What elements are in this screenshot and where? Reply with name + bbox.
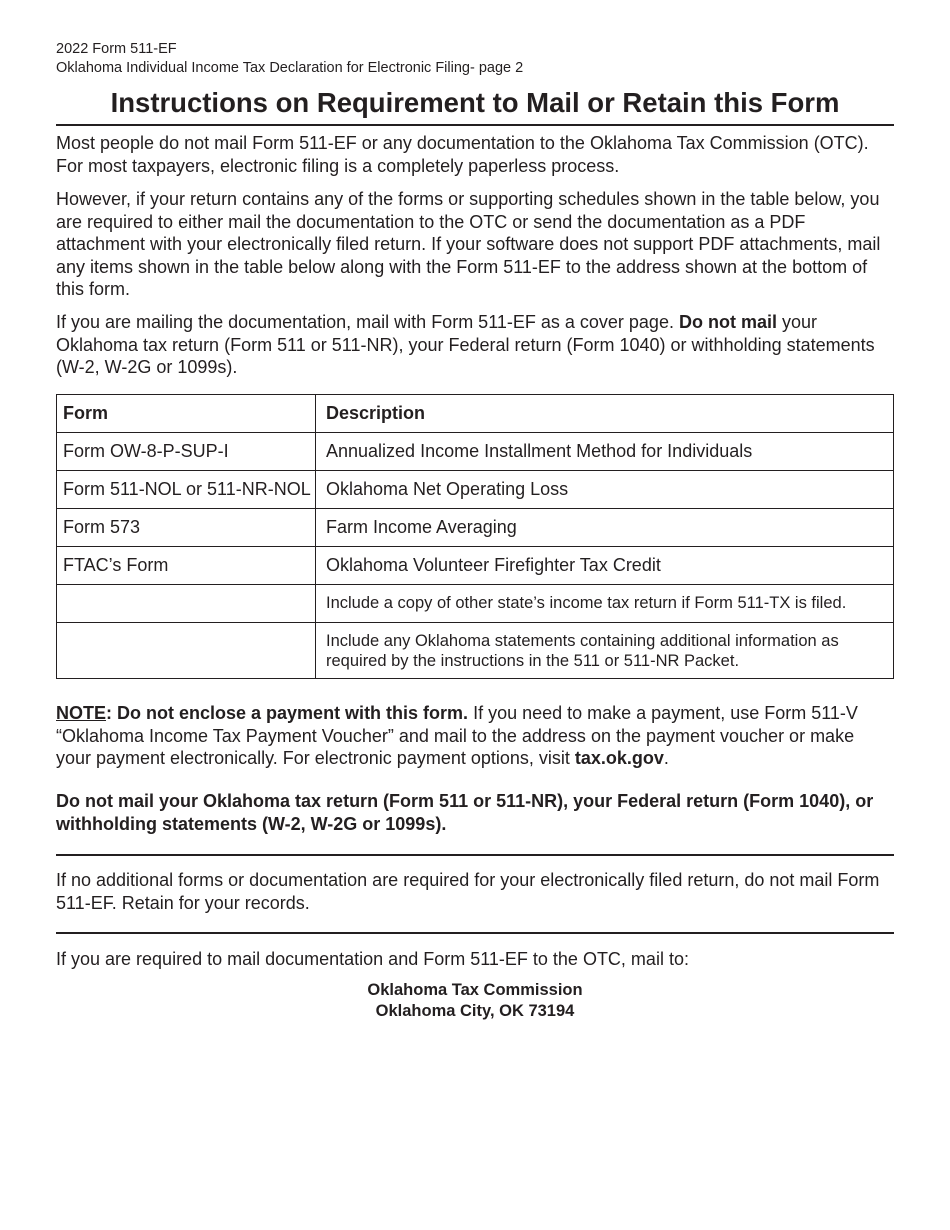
table-row: [57, 433, 894, 471]
header-description: Description: [316, 395, 894, 433]
cell-description: Annualized Income Installment Method for Individuals: [316, 433, 894, 471]
forms-table: [56, 394, 894, 679]
note-end: .: [663, 748, 669, 768]
cell-form: Form OW-8-P-SUP-I: [57, 433, 316, 471]
mailing-address: [56, 980, 894, 1022]
table-row: [57, 623, 894, 679]
page-header: [56, 40, 523, 78]
note-bold-text: : Do not enclose a payment with this form.: [106, 703, 469, 723]
table-header-row: [57, 395, 894, 433]
tax-website-link[interactable]: tax.ok.gov: [574, 748, 664, 768]
section-divider: [56, 932, 894, 934]
payment-note: [56, 702, 894, 770]
mailing-paragraph: [56, 311, 894, 379]
do-not-mail-warning: Do not mail your Oklahoma tax return (Form 511 or 511-NR), your Federal return (Form 1040), or withholding statements (W-2, W-2G or 1099s).: [56, 791, 874, 834]
cell-form: FTAC’s Form: [57, 547, 316, 585]
header-form: Form: [57, 395, 316, 433]
requirement-paragraph: However, if your return contains any of the forms or supporting schedules shown in the table below, you are required to either mail the documentation to the OTC or send the documentation as a PDF attachment with your electronically filed return. If your software does not support PDF attachments, mail any items shown in the table below along with the Form 511-EF to the address shown at the bottom of this form.: [56, 189, 881, 299]
address-line-2: Oklahoma City, OK 73194: [375, 1002, 575, 1020]
cell-form: Form 573: [57, 509, 316, 547]
note-text: If you need to make a payment, use Form 511-V “Oklahoma Income Tax Payment Voucher” and mail to the address on the payment voucher or make your payment electronically. For electronic payment options, visit: [56, 703, 858, 768]
mail-instructions: If you are required to mail documentation and Form 511-EF to the OTC, mail to:: [56, 949, 689, 969]
cell-form: [57, 585, 316, 623]
form-subtitle: Oklahoma Individual Income Tax Declaration for Electronic Filing- page 2: [56, 60, 524, 76]
table-row: [57, 547, 894, 585]
do-not-mail-emphasis: Do not mail: [678, 312, 777, 332]
mailing-text-1: If you are mailing the documentation, mail with Form 511-EF as a cover page.: [56, 312, 679, 332]
note-label: NOTE: [56, 703, 107, 723]
table-row: [57, 509, 894, 547]
cell-description: Oklahoma Volunteer Firefighter Tax Credit: [316, 547, 894, 585]
mailing-text-2: your Oklahoma tax return (Form 511 or 511-NR), your Federal return (Form 1040) or withholding statements (W-2, W-2G or 1099s).: [56, 312, 875, 377]
intro-paragraph: Most people do not mail Form 511-EF or any documentation to the Oklahoma Tax Commission (OTC). For most taxpayers, electronic filing is a completely paperless process.: [56, 133, 869, 176]
cell-form: [57, 623, 316, 679]
form-id: 2022 Form 511-EF: [56, 41, 177, 57]
cell-form: Form 511-NOL or 511-NR-NOL: [57, 471, 316, 509]
retain-paragraph: If no additional forms or documentation are required for your electronically filed return, do not mail Form 511-EF. Retain for your records.: [56, 870, 880, 913]
cell-description: Oklahoma Net Operating Loss: [316, 471, 894, 509]
cell-description: Include any Oklahoma statements containing additional information as required by the instructions in the 511 or 511-NR Packet.: [316, 623, 894, 679]
title-divider: [56, 124, 894, 126]
table-row: [57, 471, 894, 509]
page-title: Instructions on Requirement to Mail or Retain this Form: [110, 87, 840, 118]
table-row: [57, 585, 894, 623]
section-divider: [56, 854, 894, 856]
cell-description: Include a copy of other state’s income tax return if Form 511-TX is filed.: [316, 585, 894, 623]
cell-description: Farm Income Averaging: [316, 509, 894, 547]
address-line-1: Oklahoma Tax Commission: [367, 981, 583, 999]
